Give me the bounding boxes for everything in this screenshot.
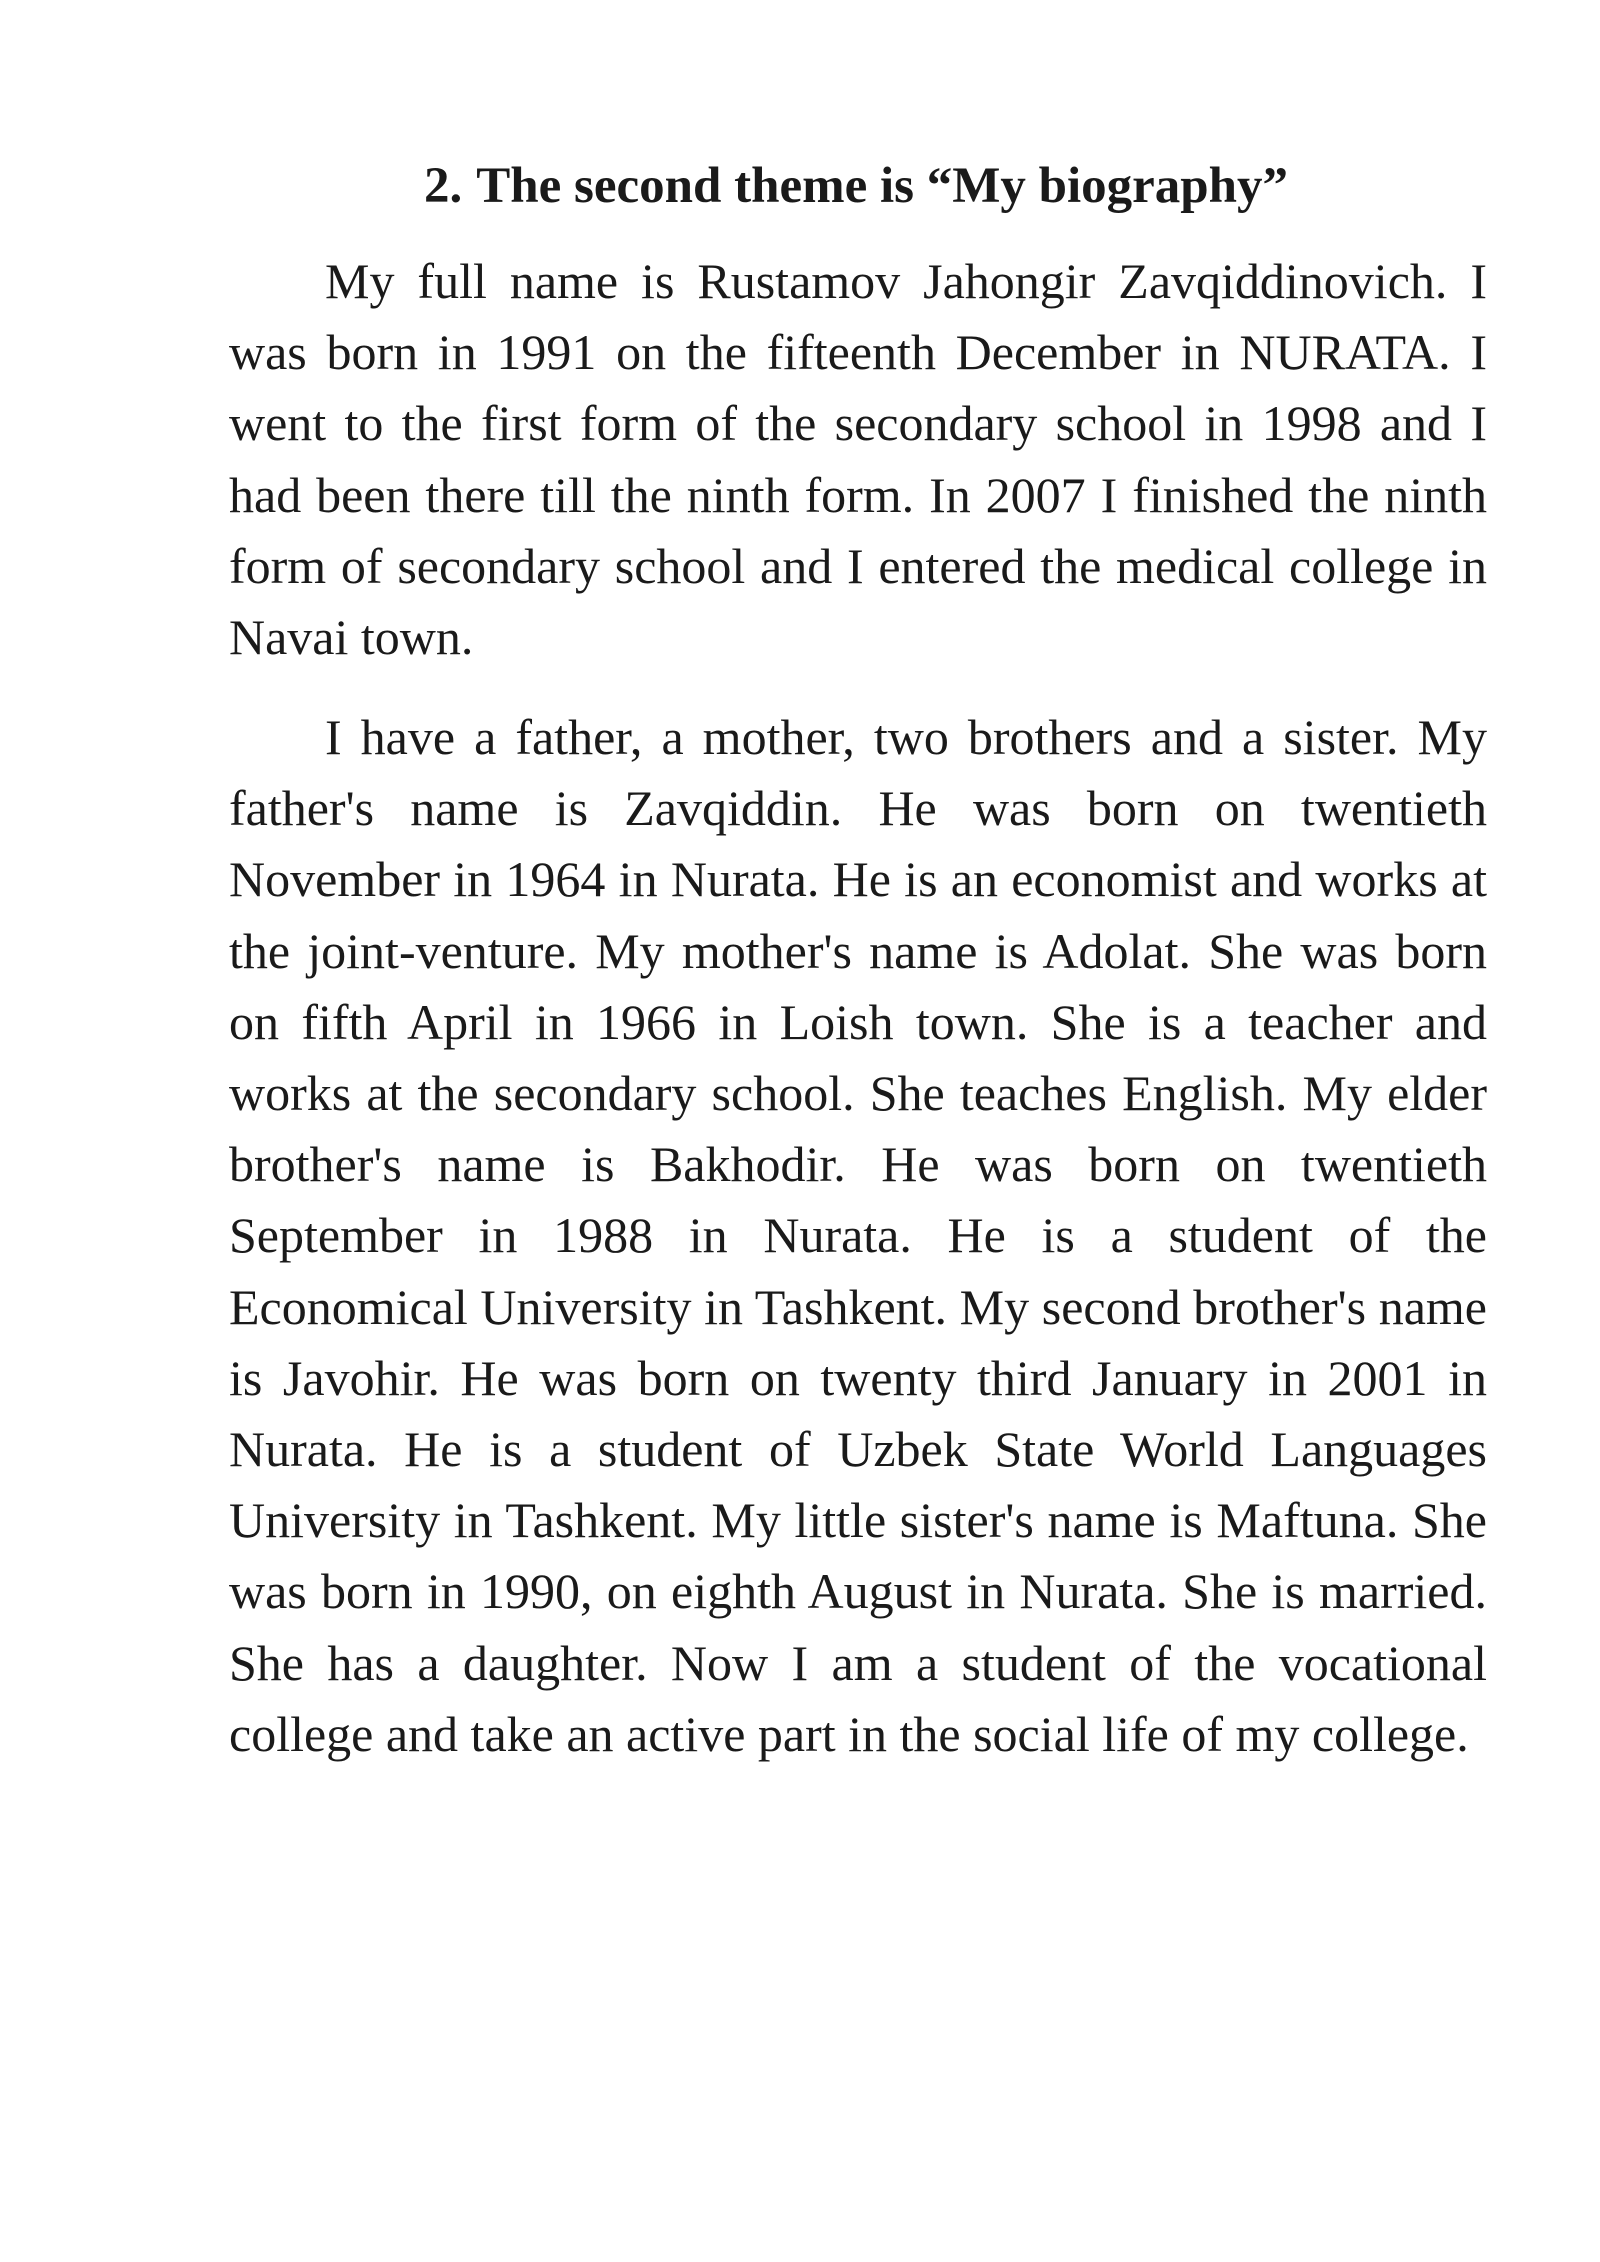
paragraph-container-2 [229,702,1487,1770]
heading-title: The second theme is “My biography” [476,158,1289,214]
section-heading [424,150,1424,222]
paragraph-family: I have a father, a mother, two brothers and a sister. My father's name is Zavqiddin. He was born on twentieth November in 1964 in Nurata. He is an economist and works at the joint-venture. My mother's name is Adolat. She was born on fifth April in 1966 in Loish town. She is a teacher and works at the secondary school. She teaches English. My elder brother's name is Bakhodir. He was born on twentieth September in 1988 in Nurata. He is a student of the Economical University in Tashkent. My second brother's name is Javohir. He was born on twenty third January in 2001 in Nurata. He is a student of Uzbek State World Languages University in Tashkent. My little sister's name is Maftuna. She was born in 1990, on eighth August in Nurata. She is married. She has a daughter. Now I am a student of the vocational college and take an active part in the social life of my college. [229,709,1487,1762]
paragraph-container-1 [229,246,1487,673]
heading-number: 2. [424,158,463,214]
paragraph-intro: My full name is Rustamov Jahongir Zavqiddinovich. I was born in 1991 on the fifteenth December in NURATA. I went to the first form of the secondary school in 1998 and I had been there till the ninth form. In 2007 I finished the ninth form of secondary school and I entered the medical college in Navai town. [229,253,1487,666]
